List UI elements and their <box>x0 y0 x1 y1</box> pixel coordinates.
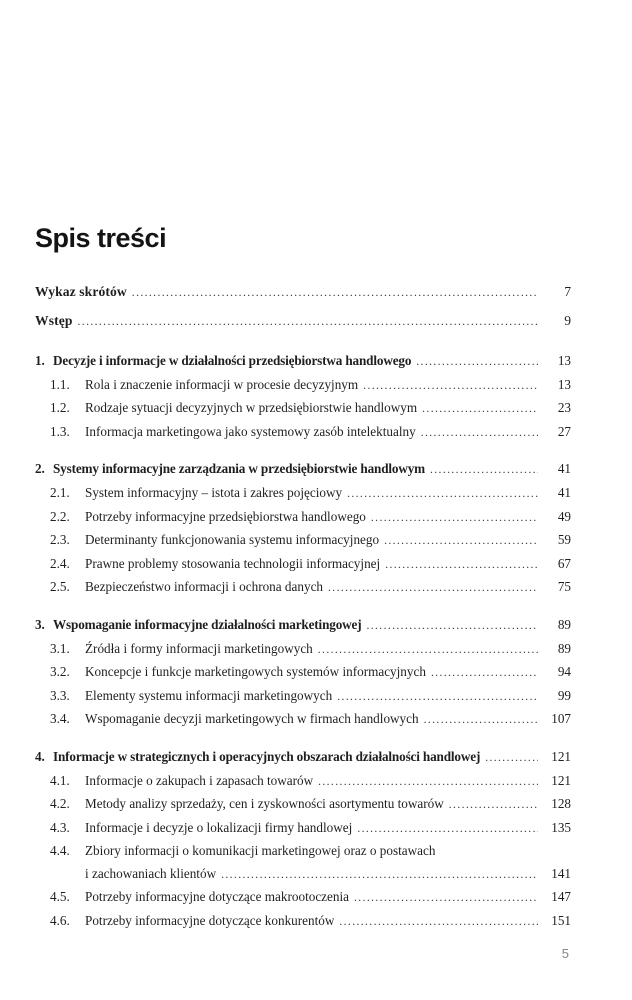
section-number: 4.3. <box>50 819 70 835</box>
dot-leader <box>78 307 538 336</box>
section-title: Potrzeby informacyjne przedsiębiorstwa handlowego <box>85 508 366 524</box>
section-page-continued: 141 <box>551 865 571 881</box>
chapter-number: 1. <box>35 353 45 368</box>
toc-chapter-entry <box>35 458 571 482</box>
toc-section-row <box>35 770 571 794</box>
section-number: 3.3. <box>50 687 70 703</box>
chapter-page: 13 <box>557 353 571 368</box>
toc-section-entry <box>35 661 571 685</box>
toc-entry <box>35 278 571 307</box>
toc-section-row <box>35 793 571 817</box>
section-number: 2.2. <box>50 508 70 524</box>
toc-entry-label: Wykaz skrótów <box>35 284 127 299</box>
toc-section-row <box>35 421 571 445</box>
section-title: Informacje i decyzje o lokalizacji firmy handlowej <box>85 819 353 835</box>
chapter-page: 89 <box>557 616 571 632</box>
toc-section-entry <box>35 529 571 553</box>
section-title: Koncepcje i funkcje marketingowych systemów informacyjnych <box>85 664 426 680</box>
dot-leader <box>363 374 538 398</box>
dot-leader <box>485 746 538 770</box>
dot-leader <box>318 770 538 794</box>
section-number: 2.1. <box>50 484 70 500</box>
dot-leader <box>422 397 538 421</box>
section-page: 13 <box>557 376 571 392</box>
toc-content <box>35 222 571 934</box>
dot-leader <box>132 278 538 307</box>
toc-section-row <box>35 817 571 841</box>
section-title: Wspomaganie decyzji marketingowych w firmach handlowych <box>85 711 419 727</box>
section-page: 151 <box>551 913 571 929</box>
toc-section-list <box>35 482 571 600</box>
section-number: 3.4. <box>50 711 70 727</box>
section-page: 27 <box>557 423 571 439</box>
toc-entry <box>35 307 571 336</box>
dot-leader <box>431 661 538 685</box>
section-title: Bezpieczeństwo informacji i ochrona danych <box>85 579 324 595</box>
dot-leader <box>347 482 538 506</box>
toc-section-entry <box>35 374 571 398</box>
chapter-page: 121 <box>551 748 571 764</box>
section-page: 49 <box>557 508 571 524</box>
section-title: Rodzaje sytuacji decyzyjnych w przedsiębiorstwie handlowym <box>85 400 418 416</box>
dot-leader <box>337 685 538 709</box>
chapter-title: Systemy informacyjne zarządzania w przedsiębiorstwie handlowym <box>53 461 425 477</box>
section-page: 121 <box>551 772 571 788</box>
toc-section-entry <box>35 910 571 934</box>
section-title: Elementy systemu informacji marketingowych <box>85 687 333 703</box>
section-page: 41 <box>557 484 571 500</box>
section-title: Rola i znaczenie informacji w procesie decyzyjnym <box>85 376 359 392</box>
section-number: 4.1. <box>50 772 70 788</box>
section-number: 2.5. <box>50 579 70 595</box>
dot-leader <box>366 614 538 638</box>
dot-leader <box>357 817 538 841</box>
toc-chapter <box>35 614 571 732</box>
toc-section-row <box>35 397 571 421</box>
chapter-number: 2. <box>35 461 45 477</box>
page-number: 5 <box>561 946 569 961</box>
section-number: 1.3. <box>50 423 70 439</box>
dot-leader <box>371 506 538 530</box>
toc-section-row <box>35 529 571 553</box>
section-number: 1.1. <box>50 376 70 392</box>
toc-section-entry <box>35 817 571 841</box>
section-title: Determinanty funkcjonowania systemu informacyjnego <box>85 532 380 548</box>
dot-leader <box>339 910 538 934</box>
toc-section-entry <box>35 506 571 530</box>
section-page: 147 <box>551 889 571 905</box>
dot-leader <box>421 421 538 445</box>
toc-entry-label: Wstęp <box>35 313 73 328</box>
section-page: 75 <box>557 579 571 595</box>
section-number: 1.2. <box>50 400 70 416</box>
section-number: 4.4. <box>50 843 70 859</box>
page-title: Spis treści <box>35 223 167 253</box>
section-title: System informacyjny – istota i zakres pojęciowy <box>85 484 343 500</box>
toc-entry-page: 7 <box>564 284 571 299</box>
section-number: 4.2. <box>50 796 70 812</box>
toc-section-entry <box>35 638 571 662</box>
dot-leader <box>318 638 538 662</box>
section-title: Informacja marketingowa jako systemowy zasób intelektualny <box>85 423 416 439</box>
section-title: Prawne problemy stosowania technologii informacyjnej <box>85 555 381 571</box>
chapter-title: Wspomaganie informacyjne działalności marketingowej <box>53 616 362 632</box>
toc-section-entry <box>35 576 571 600</box>
toc-chapter <box>35 350 571 444</box>
toc-section-row <box>35 482 571 506</box>
toc-section-entry <box>35 886 571 910</box>
toc-section-list <box>35 374 571 445</box>
dot-leader <box>354 886 538 910</box>
toc-chapter-entry <box>35 350 571 374</box>
toc-section-row <box>35 886 571 910</box>
section-number: 2.3. <box>50 532 70 548</box>
section-page: 23 <box>557 400 571 416</box>
dot-leader <box>328 576 538 600</box>
toc-section-entry <box>35 685 571 709</box>
toc-section-row <box>35 576 571 600</box>
toc-section-entry <box>35 482 571 506</box>
dot-leader <box>221 863 538 887</box>
chapter-number: 3. <box>35 616 45 632</box>
toc-section-row <box>35 506 571 530</box>
toc-chapter-list <box>35 350 571 934</box>
section-page: 67 <box>557 555 571 571</box>
toc-section-entry <box>35 840 571 886</box>
toc-chapter <box>35 458 571 600</box>
toc-section-entry <box>35 793 571 817</box>
section-number: 4.5. <box>50 889 70 905</box>
toc-section-row <box>35 685 571 709</box>
section-number: 2.4. <box>50 555 70 571</box>
toc-chapter-entry <box>35 614 571 638</box>
toc-section-row <box>35 708 571 732</box>
dot-leader <box>384 529 538 553</box>
section-title: Zbiory informacji o komunikacji marketingowej oraz o postawach <box>85 843 436 859</box>
section-page: 89 <box>557 640 571 656</box>
toc-front-matter <box>35 278 571 336</box>
section-title: Potrzeby informacyjne dotyczące makrootoczenia <box>85 889 349 905</box>
section-title-continued: i zachowaniach klientów <box>85 865 217 881</box>
section-title: Potrzeby informacyjne dotyczące konkurentów <box>85 913 335 929</box>
section-page: 107 <box>551 711 571 727</box>
toc-section-row-continued <box>35 863 571 887</box>
section-title: Informacje o zakupach i zapasach towarów <box>85 772 314 788</box>
section-title: Metody analizy sprzedaży, cen i zyskowności asortymentu towarów <box>85 796 444 812</box>
toc-section-row <box>35 374 571 398</box>
section-page: 99 <box>557 687 571 703</box>
chapter-page: 41 <box>557 461 571 477</box>
toc-section-row <box>35 661 571 685</box>
section-title: Źródła i formy informacji marketingowych <box>85 640 313 656</box>
section-number: 3.2. <box>50 664 70 680</box>
dot-leader <box>430 458 538 482</box>
section-page: 135 <box>551 819 571 835</box>
chapter-title: Informacje w strategicznych i operacyjnych obszarach działalności handlowej <box>53 748 481 764</box>
toc-section-list <box>35 638 571 732</box>
dot-leader <box>385 553 538 577</box>
section-page: 128 <box>551 796 571 812</box>
section-page: 59 <box>557 532 571 548</box>
toc-section-entry <box>35 708 571 732</box>
chapter-title: Decyzje i informacje w działalności przedsiębiorstwa handlowego <box>53 353 412 368</box>
section-number: 4.6. <box>50 913 70 929</box>
toc-section-row <box>35 638 571 662</box>
toc-section-entry <box>35 421 571 445</box>
section-number: 3.1. <box>50 640 70 656</box>
dot-leader <box>449 793 538 817</box>
toc-section-list <box>35 770 571 934</box>
toc-section-row <box>35 553 571 577</box>
chapter-number: 4. <box>35 748 45 764</box>
toc-section-row <box>35 840 571 863</box>
toc-section-row <box>35 910 571 934</box>
toc-chapter-entry <box>35 746 571 770</box>
toc-chapter <box>35 746 571 934</box>
dot-leader <box>424 708 538 732</box>
toc-entry-page: 9 <box>564 313 571 328</box>
section-page: 94 <box>557 664 571 680</box>
toc-section-entry <box>35 770 571 794</box>
dot-leader <box>416 350 538 374</box>
toc-section-entry <box>35 553 571 577</box>
toc-section-entry <box>35 397 571 421</box>
